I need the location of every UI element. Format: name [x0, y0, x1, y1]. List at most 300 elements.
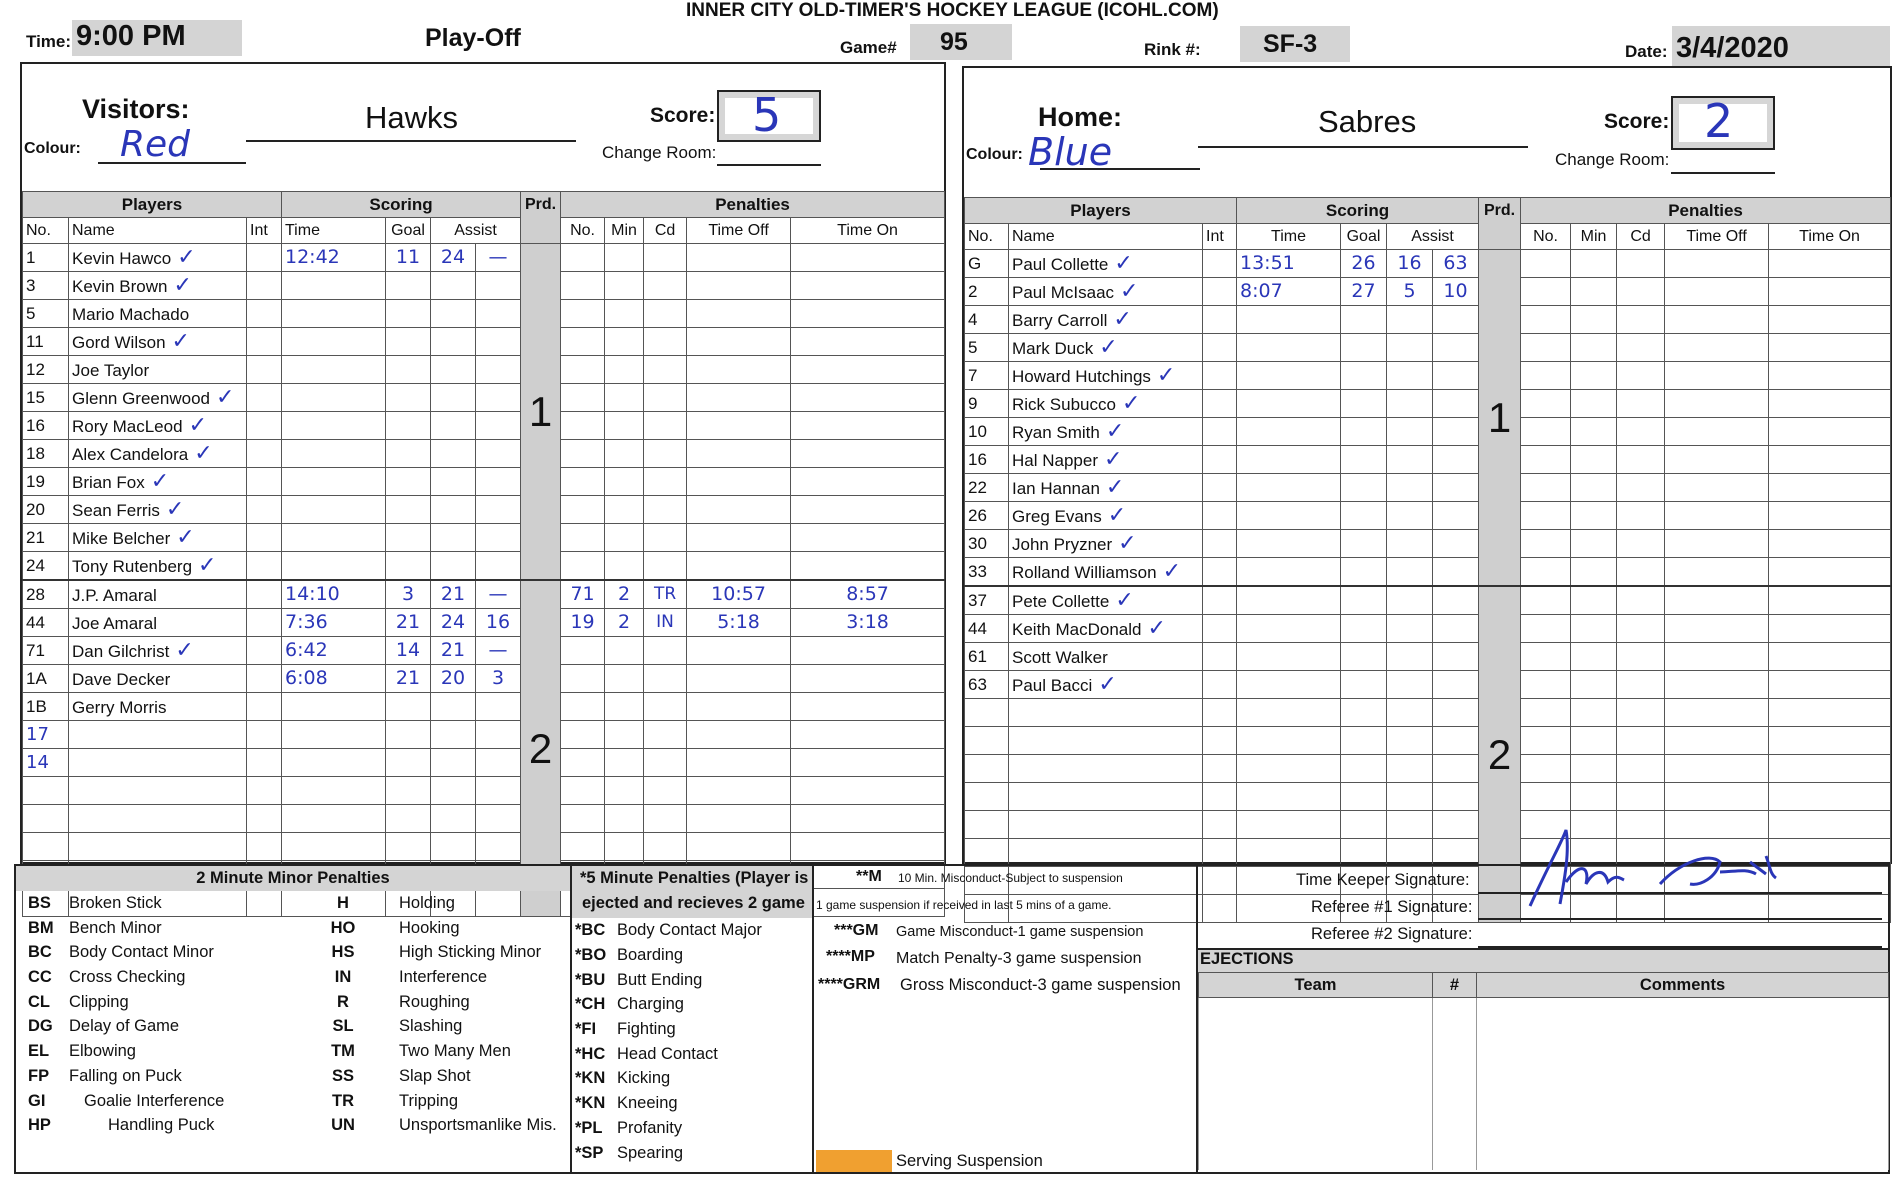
- assist-2: [476, 412, 521, 440]
- ejection-cell[interactable]: [1477, 1096, 1889, 1121]
- table-row: [965, 727, 1891, 755]
- player-name: [69, 693, 247, 721]
- player-name: [1009, 783, 1203, 811]
- goal-scorer: 21: [386, 609, 431, 637]
- assist-2: [476, 721, 521, 749]
- ejection-cell[interactable]: [1433, 1146, 1477, 1171]
- penalty-player: [561, 468, 605, 496]
- player-name: [1009, 474, 1203, 502]
- assist-2: [476, 552, 521, 581]
- table-row: [23, 805, 945, 833]
- player-name: [69, 328, 247, 356]
- game-label: Game#: [840, 38, 897, 57]
- ejection-cell[interactable]: [1199, 998, 1433, 1023]
- assist-1: [1387, 558, 1433, 587]
- penalty-time-on: [791, 693, 945, 721]
- penalty-player: [561, 552, 605, 581]
- goal-time: [1237, 390, 1341, 418]
- penalty-code: UN: [331, 1116, 355, 1135]
- penalty-time-on: [791, 244, 945, 272]
- player-name-text: Ian Hannan: [1012, 479, 1100, 498]
- misconduct-mp-text: Match Penalty-3 game suspension: [896, 950, 1142, 967]
- goal-time: 6:08: [282, 665, 386, 693]
- player-name: [1009, 727, 1203, 755]
- player-int: [1203, 502, 1237, 530]
- ejection-cell[interactable]: [1477, 1072, 1889, 1097]
- penalty-time-off: [1665, 558, 1769, 587]
- assist-1: 16: [1387, 250, 1433, 278]
- penalty-time-off: 10:57: [687, 580, 791, 609]
- assist-2: 63: [1433, 250, 1479, 278]
- penalty-name: Interference: [399, 968, 488, 987]
- goal-scorer: [1341, 362, 1387, 390]
- player-name: [69, 524, 247, 552]
- player-int: [247, 805, 282, 833]
- assist-1: [431, 300, 476, 328]
- player-number: 44: [965, 615, 1009, 643]
- legend-row: [572, 1017, 812, 1042]
- player-name-text: J.P. Amaral: [72, 586, 157, 605]
- checkmark-icon: ✓: [173, 272, 192, 297]
- penalty-time-off: [687, 749, 791, 777]
- penalty-time-off: [1665, 390, 1769, 418]
- player-name: [69, 356, 247, 384]
- assist-1: [1387, 755, 1433, 783]
- goal-scorer: [1341, 586, 1387, 615]
- legend-row: [572, 1066, 812, 1091]
- penalty-player: [561, 412, 605, 440]
- player-name-text: Glenn Greenwood: [72, 389, 210, 408]
- penalty-minutes: [1571, 643, 1617, 671]
- table-row: [965, 755, 1891, 783]
- assist-1: [1387, 783, 1433, 811]
- penalty-time-on: [791, 721, 945, 749]
- player-name-text: Paul McIsaac: [1012, 283, 1115, 302]
- assist-1: [431, 440, 476, 468]
- goal-time: [1237, 783, 1341, 811]
- penalty-player: [561, 805, 605, 833]
- col-time-on: Time On: [791, 218, 945, 244]
- penalties-header: Penalties: [1521, 198, 1891, 224]
- player-name-text: Rolland Williamson: [1012, 563, 1157, 582]
- checkmark-icon: ✓: [194, 440, 213, 465]
- player-number: [23, 805, 69, 833]
- penalty-time-on: [791, 300, 945, 328]
- col-pen-no: No.: [561, 218, 605, 244]
- penalty-name: Bench Minor: [69, 918, 162, 937]
- player-number: [965, 839, 1009, 867]
- penalty-player: [1521, 755, 1571, 783]
- assist-2: [476, 833, 521, 861]
- penalty-code: [644, 524, 687, 552]
- penalty-time-on: [791, 412, 945, 440]
- player-int: [247, 749, 282, 777]
- player-int: [247, 412, 282, 440]
- assist-2: [1433, 502, 1479, 530]
- penalty-minutes: [1571, 446, 1617, 474]
- penalty-player: [561, 693, 605, 721]
- goal-scorer: [1341, 502, 1387, 530]
- checkmark-icon: ✓: [1114, 250, 1133, 275]
- penalty-time-on: [1769, 699, 1891, 727]
- penalty-minutes: [1571, 615, 1617, 643]
- penalty-player: [1521, 390, 1571, 418]
- penalty-code: BC: [28, 943, 52, 962]
- league-title: INNER CITY OLD-TIMER'S HOCKEY LEAGUE (ICOHL.COM): [686, 0, 1219, 21]
- assist-2: [1433, 474, 1479, 502]
- assist-2: 10: [1433, 278, 1479, 306]
- ejection-cell[interactable]: [1433, 998, 1477, 1023]
- penalty-time-off: [1665, 418, 1769, 446]
- assist-2: [1433, 558, 1479, 587]
- player-name: [1009, 811, 1203, 839]
- legend-row: [572, 967, 812, 992]
- penalty-time-on: [791, 440, 945, 468]
- penalty-name: Two Many Men: [399, 1042, 511, 1061]
- visitors-team-line: [246, 140, 576, 142]
- player-name-text: Rick Subucco: [1012, 395, 1116, 414]
- penalty-time-on: [1769, 446, 1891, 474]
- penalty-time-on: [791, 524, 945, 552]
- ejection-cell[interactable]: [1477, 998, 1889, 1023]
- player-name: [1009, 615, 1203, 643]
- player-int: [1203, 334, 1237, 362]
- player-name: [1009, 446, 1203, 474]
- penalty-code: *SP: [575, 1143, 604, 1162]
- penalty-player: [1521, 530, 1571, 558]
- assist-2: —: [476, 580, 521, 609]
- player-name: [1009, 558, 1203, 587]
- table-row: [965, 278, 1891, 306]
- table-row: [965, 783, 1891, 811]
- visitors-change-room-line: [717, 164, 821, 166]
- goal-scorer: [386, 496, 431, 524]
- misconduct-gm-text: Game Misconduct-1 game suspension: [896, 924, 1144, 940]
- table-row: [23, 693, 945, 721]
- penalty-code: [644, 552, 687, 581]
- serving-suspension-swatch: [816, 1150, 892, 1172]
- legend-row: [16, 891, 570, 916]
- penalty-name: Kicking: [617, 1069, 671, 1088]
- penalty-player: [1521, 362, 1571, 390]
- penalty-player: [561, 777, 605, 805]
- player-int: [247, 384, 282, 412]
- goal-scorer: 21: [386, 665, 431, 693]
- col-int: Int: [1203, 224, 1237, 250]
- goal-scorer: [386, 721, 431, 749]
- penalty-code: *BC: [575, 921, 606, 940]
- penalty-player: [561, 749, 605, 777]
- penalty-code: TM: [331, 1042, 355, 1061]
- ejections-team-header: Team: [1199, 973, 1433, 998]
- penalty-minutes: [605, 328, 644, 356]
- penalty-code: [644, 272, 687, 300]
- player-number: 1: [23, 244, 69, 272]
- assist-2: [1433, 418, 1479, 446]
- player-name: [69, 749, 247, 777]
- penalty-minutes: [1571, 306, 1617, 334]
- player-number: 63: [965, 671, 1009, 699]
- assist-2: [1433, 727, 1479, 755]
- penalty-minutes: [1571, 586, 1617, 615]
- misconduct-grm-code: ****GRM: [818, 976, 881, 993]
- ejection-cell[interactable]: [1477, 1022, 1889, 1047]
- goal-time: [282, 468, 386, 496]
- visitors-score: 5: [752, 88, 782, 142]
- player-name: [69, 412, 247, 440]
- assist-2: [1433, 839, 1479, 867]
- assist-2: [476, 524, 521, 552]
- referee2-signature-label: Referee #2 Signature:: [1311, 925, 1473, 943]
- col-time-off: Time Off: [687, 218, 791, 244]
- goal-scorer: 27: [1341, 278, 1387, 306]
- penalty-code: [1617, 727, 1665, 755]
- goal-scorer: [1341, 334, 1387, 362]
- goal-scorer: [1341, 418, 1387, 446]
- checkmark-icon: ✓: [165, 496, 185, 521]
- assist-2: [476, 496, 521, 524]
- legend-row: [16, 1064, 570, 1089]
- misconduct-gm-code: ***GM: [834, 922, 879, 939]
- player-name: [1009, 390, 1203, 418]
- penalty-player: [1521, 250, 1571, 278]
- penalty-minutes: [605, 412, 644, 440]
- assist-2: [1433, 306, 1479, 334]
- checkmark-icon: ✓: [188, 412, 207, 437]
- goal-time: [282, 412, 386, 440]
- penalty-code: [1617, 586, 1665, 615]
- assist-1: [431, 524, 476, 552]
- goal-time: 13:51: [1237, 250, 1341, 278]
- misconduct-m-text-2: 1 game suspension if received in last 5 mins of a game.: [816, 898, 1112, 912]
- table-row: [965, 390, 1891, 418]
- player-name: [69, 637, 247, 665]
- ejection-row: [1199, 1072, 1889, 1097]
- assist-1: [431, 328, 476, 356]
- penalty-player: [561, 244, 605, 272]
- penalty-time-off: [687, 833, 791, 861]
- ejection-cell[interactable]: [1433, 1096, 1477, 1121]
- player-int: [1203, 558, 1237, 587]
- assist-1: [1387, 474, 1433, 502]
- table-row: [23, 244, 945, 272]
- penalty-time-off: [687, 777, 791, 805]
- ejection-cell[interactable]: [1433, 1047, 1477, 1072]
- ejection-cell[interactable]: [1199, 1022, 1433, 1047]
- assist-1: 21: [431, 580, 476, 609]
- ejection-cell[interactable]: [1199, 1096, 1433, 1121]
- legend-row: [572, 1041, 812, 1066]
- assist-1: [431, 384, 476, 412]
- penalty-time-on: [1769, 250, 1891, 278]
- ejection-row: [1199, 1121, 1889, 1146]
- player-int: [247, 777, 282, 805]
- penalty-minutes: [605, 693, 644, 721]
- ejection-cell[interactable]: [1433, 1022, 1477, 1047]
- goal-scorer: [1341, 699, 1387, 727]
- player-int: [247, 244, 282, 272]
- goal-time: [282, 777, 386, 805]
- table-row: [23, 496, 945, 524]
- assist-1: 5: [1387, 278, 1433, 306]
- penalty-minutes: [1571, 418, 1617, 446]
- home-score-label: Score:: [1604, 110, 1670, 133]
- referee1-signature-label: Referee #1 Signature:: [1311, 898, 1473, 916]
- home-change-room-line: [1671, 172, 1775, 174]
- penalty-player: [561, 328, 605, 356]
- player-number: [965, 811, 1009, 839]
- player-name: [69, 580, 247, 609]
- ejection-cell[interactable]: [1477, 1146, 1889, 1171]
- visitors-table: [22, 191, 945, 917]
- checkmark-icon: ✓: [1105, 474, 1125, 499]
- table-row: [965, 586, 1891, 615]
- assist-1: 24: [431, 609, 476, 637]
- checkmark-icon: ✓: [1098, 671, 1117, 696]
- penalty-name: Elbowing: [69, 1042, 136, 1061]
- penalty-time-on: [791, 496, 945, 524]
- goal-scorer: [1341, 643, 1387, 671]
- assist-2: 16: [476, 609, 521, 637]
- player-int: [247, 524, 282, 552]
- player-name: [69, 440, 247, 468]
- assist-1: 24: [431, 244, 476, 272]
- ejection-cell[interactable]: [1199, 1072, 1433, 1097]
- col-name: Name: [1009, 224, 1203, 250]
- player-name: [69, 272, 247, 300]
- goal-scorer: 11: [386, 244, 431, 272]
- col-time: Time: [282, 218, 386, 244]
- penalty-minutes: [605, 496, 644, 524]
- col-assist: Assist: [431, 218, 521, 244]
- ejection-row: [1199, 1022, 1889, 1047]
- player-number: [965, 727, 1009, 755]
- penalty-player: [1521, 671, 1571, 699]
- ejection-cell[interactable]: [1199, 1146, 1433, 1171]
- col-no: No.: [23, 218, 69, 244]
- penalty-time-off: [1665, 586, 1769, 615]
- penalty-player: [561, 440, 605, 468]
- penalty-time-off: [687, 496, 791, 524]
- penalty-time-off: [1665, 250, 1769, 278]
- assist-2: [476, 300, 521, 328]
- penalty-player: [561, 384, 605, 412]
- penalty-minutes: [1571, 390, 1617, 418]
- goal-scorer: [1341, 671, 1387, 699]
- penalty-name: Kneeing: [617, 1094, 678, 1113]
- penalty-time-on: [1769, 306, 1891, 334]
- player-int: [1203, 643, 1237, 671]
- col-time: Time: [1237, 224, 1341, 250]
- goal-time: [282, 272, 386, 300]
- player-int: [1203, 783, 1237, 811]
- penalty-time-on: [791, 749, 945, 777]
- goal-scorer: [1341, 811, 1387, 839]
- penalty-code: [644, 412, 687, 440]
- player-number: 24: [23, 552, 69, 581]
- penalty-time-off: [687, 805, 791, 833]
- assist-2: [1433, 334, 1479, 362]
- ejection-cell[interactable]: [1477, 1047, 1889, 1072]
- penalty-time-on: [1769, 418, 1891, 446]
- checkmark-icon: ✓: [1162, 558, 1181, 583]
- penalty-time-off: [1665, 615, 1769, 643]
- penalty-code: DG: [28, 1017, 53, 1036]
- table-row: [23, 777, 945, 805]
- ejection-cell[interactable]: [1433, 1121, 1477, 1146]
- player-int: [1203, 362, 1237, 390]
- player-name-text: Paul Collette: [1012, 255, 1109, 274]
- penalty-code: *FI: [575, 1020, 597, 1039]
- penalty-minutes: [605, 300, 644, 328]
- penalty-time-off: [1665, 278, 1769, 306]
- assist-2: —: [476, 244, 521, 272]
- player-name-text: Dan Gilchrist: [72, 642, 170, 661]
- player-name: [69, 721, 247, 749]
- checkmark-icon: ✓: [177, 244, 196, 269]
- goal-time: 14:10: [282, 580, 386, 609]
- checkmark-icon: ✓: [1099, 334, 1118, 359]
- penalty-name: Slap Shot: [399, 1066, 471, 1085]
- penalty-time-off: [687, 440, 791, 468]
- penalty-minutes: 2: [605, 580, 644, 609]
- penalty-player: [561, 665, 605, 693]
- table-row: [965, 530, 1891, 558]
- penalty-player: [561, 637, 605, 665]
- player-int: [247, 440, 282, 468]
- penalty-code: [1617, 334, 1665, 362]
- ejection-cell[interactable]: [1477, 1121, 1889, 1146]
- legend-row: [16, 965, 570, 990]
- penalty-name: Delay of Game: [69, 1017, 180, 1036]
- goal-time: [1237, 755, 1341, 783]
- penalty-time-on: [1769, 474, 1891, 502]
- table-row: [965, 502, 1891, 530]
- goal-time: [1237, 474, 1341, 502]
- penalty-minutes: [605, 833, 644, 861]
- penalty-code: [1617, 755, 1665, 783]
- player-name: [1009, 334, 1203, 362]
- player-name-text: John Pryzner: [1012, 535, 1113, 554]
- ejection-row: [1199, 1146, 1889, 1171]
- player-name-text: Gerry Morris: [72, 698, 167, 717]
- penalty-time-on: [1769, 643, 1891, 671]
- ejection-cell[interactable]: [1199, 1121, 1433, 1146]
- player-int: [1203, 699, 1237, 727]
- timekeeper-signature-label: Time Keeper Signature:: [1296, 871, 1470, 889]
- assist-1: [431, 693, 476, 721]
- penalty-code: [1617, 530, 1665, 558]
- penalty-minutes: [1571, 362, 1617, 390]
- penalty-code: [644, 496, 687, 524]
- player-number: 16: [965, 446, 1009, 474]
- penalty-minutes: [1571, 474, 1617, 502]
- player-name-text: Barry Carroll: [1012, 311, 1108, 330]
- goal-time: [282, 693, 386, 721]
- player-name-text: Alex Candelora: [72, 445, 189, 464]
- ejection-cell[interactable]: [1433, 1072, 1477, 1097]
- goal-time: [1237, 306, 1341, 334]
- penalty-time-on: [1769, 278, 1891, 306]
- goal-time: [282, 496, 386, 524]
- ejection-cell[interactable]: [1199, 1047, 1433, 1072]
- home-label: Home:: [1038, 102, 1123, 132]
- player-name: [69, 609, 247, 637]
- player-int: [1203, 811, 1237, 839]
- goal-scorer: [386, 356, 431, 384]
- checkmark-icon: ✓: [1156, 362, 1176, 387]
- goal-time: 12:42: [282, 244, 386, 272]
